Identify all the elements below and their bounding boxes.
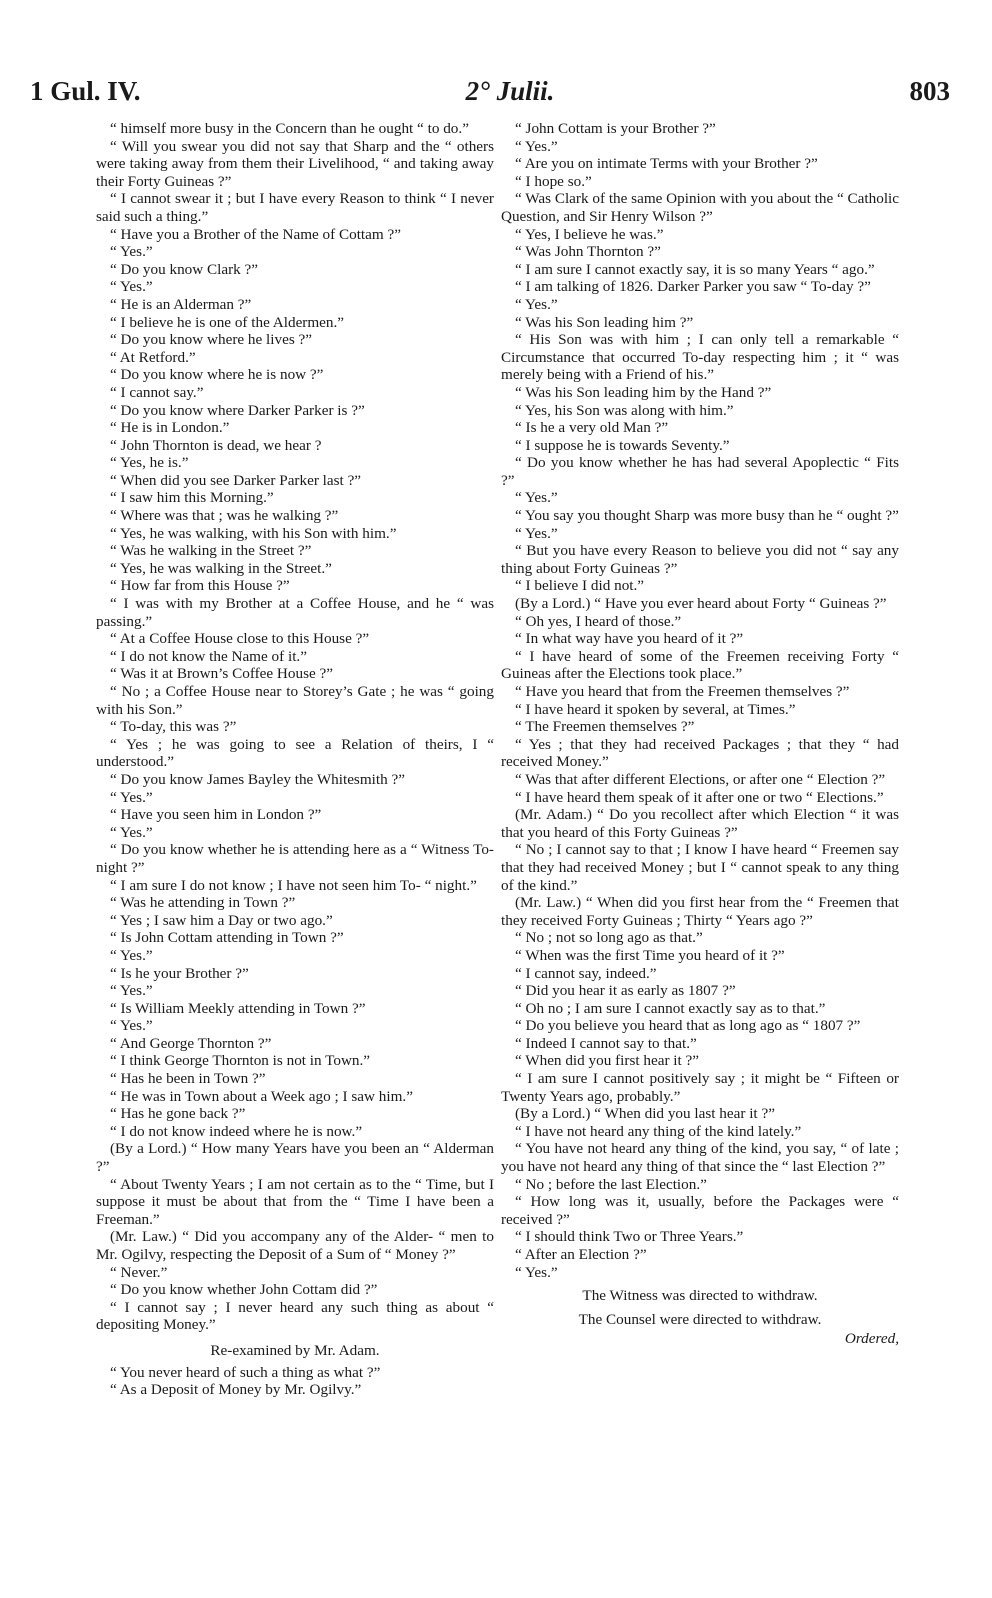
testimony-line: “ And George Thornton ?” xyxy=(110,1034,272,1052)
testimony-line: (Mr. Law.) “ When did you first hear from the “ Freemen that they received Forty Guineas ; Thirty “ Years ago ?” xyxy=(501,894,899,929)
section-heading: Re-examined by Mr. Adam. xyxy=(210,1341,380,1359)
testimony-line: “ Have you a Brother of the Name of Cottam ?” xyxy=(110,225,401,243)
testimony-line: “ Never.” xyxy=(110,1263,168,1281)
testimony-line: “ Yes.” xyxy=(110,788,153,806)
testimony-line: “ No ; a Coffee House near to Storey’s Gate ; he was “ going with his Son.” xyxy=(96,683,494,718)
testimony-line: “ Yes, I believe he was.” xyxy=(515,225,664,243)
testimony-line: “ He is an Alderman ?” xyxy=(110,295,252,313)
testimony-line: “ When was the first Time you heard of it ?” xyxy=(515,946,785,964)
testimony-line: “ Yes, he was walking in the Street.” xyxy=(110,559,332,577)
testimony-line: “ Was that after different Elections, or after one “ Election ?” xyxy=(515,770,886,788)
page-header xyxy=(30,76,950,116)
testimony-line: “ How far from this House ?” xyxy=(110,577,290,595)
testimony-line: “ Is he a very old Man ?” xyxy=(515,419,669,437)
testimony-line: “ I think George Thornton is not in Town.” xyxy=(110,1052,371,1070)
testimony-line: “ Yes.” xyxy=(515,137,558,155)
testimony-line: “ Is he your Brother ?” xyxy=(110,964,249,982)
testimony-line: “ I was with my Brother at a Coffee House, and he “ was passing.” xyxy=(96,595,494,630)
testimony-line: “ How long was it, usually, before the Packages were “ received ?” xyxy=(501,1193,899,1228)
testimony-line: “ I suppose he is towards Seventy.” xyxy=(515,436,730,454)
testimony-line: “ Do you know James Bayley the Whitesmith ?” xyxy=(110,770,405,788)
testimony-line: “ Yes.” xyxy=(515,295,558,313)
testimony-line: “ Yes.” xyxy=(110,946,153,964)
testimony-line: “ Yes ; I saw him a Day or two ago.” xyxy=(110,911,333,929)
testimony-line: “ But you have every Reason to believe you did not “ say any thing about Forty Guineas ?” xyxy=(501,542,899,577)
testimony-line: (By a Lord.) “ Have you ever heard about Forty “ Guineas ?” xyxy=(515,595,887,613)
testimony-line: “ You have not heard any thing of the kind, you say, “ of late ; you have not heard any thing of that since the “ last Election ?” xyxy=(501,1140,899,1176)
testimony-line: “ I am talking of 1826. Darker Parker you saw “ To-day ?” xyxy=(515,278,871,296)
testimony-line: “ Yes, he is.” xyxy=(110,454,189,472)
header-left: 1 Gul. IV. xyxy=(30,76,141,106)
testimony-line: “ Yes.” xyxy=(110,278,153,296)
testimony-line: “ Indeed I cannot say to that.” xyxy=(515,1034,697,1052)
catchword: Ordered, xyxy=(844,1330,899,1348)
testimony-line: “ himself more busy in the Concern than he ought “ to do.” xyxy=(110,120,469,137)
testimony-line: “ Is John Cottam attending in Town ?” xyxy=(110,929,344,947)
testimony-line: “ I do not know the Name of it.” xyxy=(110,647,307,665)
testimony-line: “ Was he walking in the Street ?” xyxy=(110,542,312,560)
testimony-line: “ Yes ; he was going to see a Relation of theirs, I “ understood.” xyxy=(96,735,494,771)
right-column xyxy=(501,120,899,1348)
testimony-line: “ Was he attending in Town ?” xyxy=(110,894,296,912)
testimony-line: “ Do you know whether he is attending here as a “ Witness To-night ?” xyxy=(96,841,494,876)
testimony-line: “ Is William Meekly attending in Town ?” xyxy=(110,999,366,1017)
testimony-line: “ As a Deposit of Money by Mr. Ogilvy.” xyxy=(110,1381,362,1399)
testimony-line: “ No ; before the last Election.” xyxy=(515,1175,707,1193)
testimony-line: “ About Twenty Years ; I am not certain as to the “ Time, but I suppose it must be about that from the “ Time I have been a Freeman.” xyxy=(96,1175,494,1228)
testimony-line: “ John Thornton is dead, we hear ? xyxy=(110,436,322,454)
testimony-line: “ I am sure I cannot positively say ; it might be “ Fifteen or Twenty Years ago, probably.” xyxy=(501,1070,899,1105)
testimony-line: “ Yes.” xyxy=(110,982,153,1000)
testimony-line: “ Was his Son leading him ?” xyxy=(515,313,694,331)
testimony-line: “ Yes, he was walking, with his Son with him.” xyxy=(110,524,397,542)
testimony-line: “ I saw him this Morning.” xyxy=(110,489,274,507)
testimony-line: “ His Son was with him ; I can only tell a remarkable “ Circumstance that occurred To-day respecting him ; it “ was merely being with a Friend of his.” xyxy=(501,331,899,384)
testimony-line: “ Yes.” xyxy=(515,1263,558,1281)
testimony-line: “ Do you know whether he has had several Apoplectic “ Fits ?” xyxy=(501,454,899,489)
testimony-line: “ Was his Son leading him by the Hand ?” xyxy=(515,383,772,401)
closing-line: The Witness was directed to withdraw. xyxy=(582,1287,818,1305)
header-center: 2° Julii. xyxy=(465,76,555,106)
testimony-line: “ No ; I cannot say to that ; I know I have heard “ Freemen say that they had received Money ; but I “ cannot speak to any thing of the kind.” xyxy=(501,841,899,894)
testimony-line: “ At Retford.” xyxy=(110,348,196,366)
testimony-line: “ I do not know indeed where he is now.” xyxy=(110,1122,363,1140)
testimony-line: “ Oh no ; I am sure I cannot exactly say as to that.” xyxy=(515,999,826,1017)
testimony-line: “ I am sure I do not know ; I have not seen him To- “ night.” xyxy=(110,876,477,894)
testimony-line: “ Was it at Brown’s Coffee House ?” xyxy=(110,665,334,683)
testimony-line: “ I have heard them speak of it after one or two “ Elections.” xyxy=(515,788,884,806)
testimony-line: “ Yes.” xyxy=(515,489,558,507)
testimony-line: “ When did you see Darker Parker last ?” xyxy=(110,471,362,489)
testimony-line: “ Do you know where he is now ?” xyxy=(110,366,324,384)
testimony-line: (Mr. Adam.) “ Do you recollect after which Election “ it was that you heard of this Forty Guineas ?” xyxy=(501,806,899,841)
testimony-line: “ Are you on intimate Terms with your Brother ?” xyxy=(515,155,818,173)
testimony-line: “ I cannot say, indeed.” xyxy=(515,964,657,982)
testimony-line: “ I have not heard any thing of the kind lately.” xyxy=(515,1122,802,1140)
testimony-line: “ John Cottam is your Brother ?” xyxy=(515,120,716,137)
testimony-line: (Mr. Law.) “ Did you accompany any of the Alder- “ men to Mr. Ogilvy, respecting the Deposit of a Sum of “ Money ?” xyxy=(96,1228,494,1263)
testimony-line: “ I have heard it spoken by several, at Times.” xyxy=(515,700,796,718)
left-column xyxy=(96,120,494,1399)
testimony-line: “ I am sure I cannot exactly say, it is so many Years “ ago.” xyxy=(515,260,875,278)
testimony-line: “ When did you first hear it ?” xyxy=(515,1052,700,1070)
testimony-line: “ Will you swear you did not say that Sharp and the “ others were taking away from them their Livelihood, “ and taking away their Forty Guineas ?” xyxy=(96,137,494,190)
testimony-line: “ Was Clark of the same Opinion with you about the “ Catholic Question, and Sir Henry Wilson ?” xyxy=(501,190,900,225)
testimony-line: “ I believe he is one of the Aldermen.” xyxy=(110,313,345,331)
page-number: 803 xyxy=(909,76,950,106)
testimony-line: “ Yes.” xyxy=(110,823,153,841)
testimony-line: “ Do you know where he lives ?” xyxy=(110,331,313,349)
testimony-line: “ Yes, his Son was along with him.” xyxy=(515,401,734,419)
testimony-line: “ I hope so.” xyxy=(515,172,592,190)
testimony-line: “ At a Coffee House close to this House ?” xyxy=(110,630,370,648)
testimony-line: “ Oh yes, I heard of those.” xyxy=(515,612,682,630)
testimony-line: “ In what way have you heard of it ?” xyxy=(515,630,744,648)
testimony-line: “ I believe I did not.” xyxy=(515,577,645,595)
testimony-line: (By a Lord.) “ When did you last hear it ?” xyxy=(515,1105,775,1123)
testimony-line: “ Do you believe you heard that as long ago as “ 1807 ?” xyxy=(515,1017,861,1035)
testimony-line: “ He was in Town about a Week ago ; I saw him.” xyxy=(110,1087,413,1105)
testimony-line: “ I cannot swear it ; but I have every Reason to think “ I never said such a thing.” xyxy=(96,190,494,225)
testimony-line: “ Where was that ; was he walking ?” xyxy=(110,507,339,525)
testimony-line: “ No ; not so long ago as that.” xyxy=(515,929,703,947)
testimony-line: “ Yes.” xyxy=(110,243,153,261)
testimony-line: “ Do you know whether John Cottam did ?” xyxy=(110,1281,378,1299)
testimony-line: “ Yes ; that they had received Packages ; that they “ had received Money.” xyxy=(501,735,899,771)
testimony-line: “ Do you know where Darker Parker is ?” xyxy=(110,401,365,419)
testimony-line: “ Did you hear it as early as 1807 ?” xyxy=(515,982,736,1000)
testimony-line: “ Yes.” xyxy=(515,524,558,542)
testimony-line: “ The Freemen themselves ?” xyxy=(515,718,695,736)
testimony-line: “ Have you seen him in London ?” xyxy=(110,806,322,824)
testimony-line: “ After an Election ?” xyxy=(515,1246,647,1263)
testimony-line: “ I should think Two or Three Years.” xyxy=(515,1228,744,1246)
testimony-line: “ I have heard of some of the Freemen receiving Forty “ Guineas after the Elections took place.” xyxy=(501,647,899,683)
testimony-line: “ He is in London.” xyxy=(110,419,230,437)
testimony-line: “ You say you thought Sharp was more busy than he “ ought ?” xyxy=(515,507,899,525)
testimony-line: (By a Lord.) “ How many Years have you been an “ Alderman ?” xyxy=(96,1140,494,1176)
testimony-line: “ To-day, this was ?” xyxy=(110,718,237,736)
testimony-line: “ Was John Thornton ?” xyxy=(515,243,661,261)
testimony-line: “ Has he gone back ?” xyxy=(110,1105,246,1123)
testimony-line: “ You never heard of such a thing as what ?” xyxy=(110,1363,381,1381)
testimony-line: “ Have you heard that from the Freemen themselves ?” xyxy=(515,683,850,700)
closing-line: The Counsel were directed to withdraw. xyxy=(578,1310,822,1328)
testimony-line: “ Do you know Clark ?” xyxy=(110,260,259,278)
testimony-line: “ I cannot say.” xyxy=(110,383,204,401)
testimony-line: “ Has he been in Town ?” xyxy=(110,1070,266,1088)
testimony-line: “ I cannot say ; I never heard any such thing as about “ depositing Money.” xyxy=(96,1298,494,1334)
testimony-line: “ Yes.” xyxy=(110,1017,153,1035)
